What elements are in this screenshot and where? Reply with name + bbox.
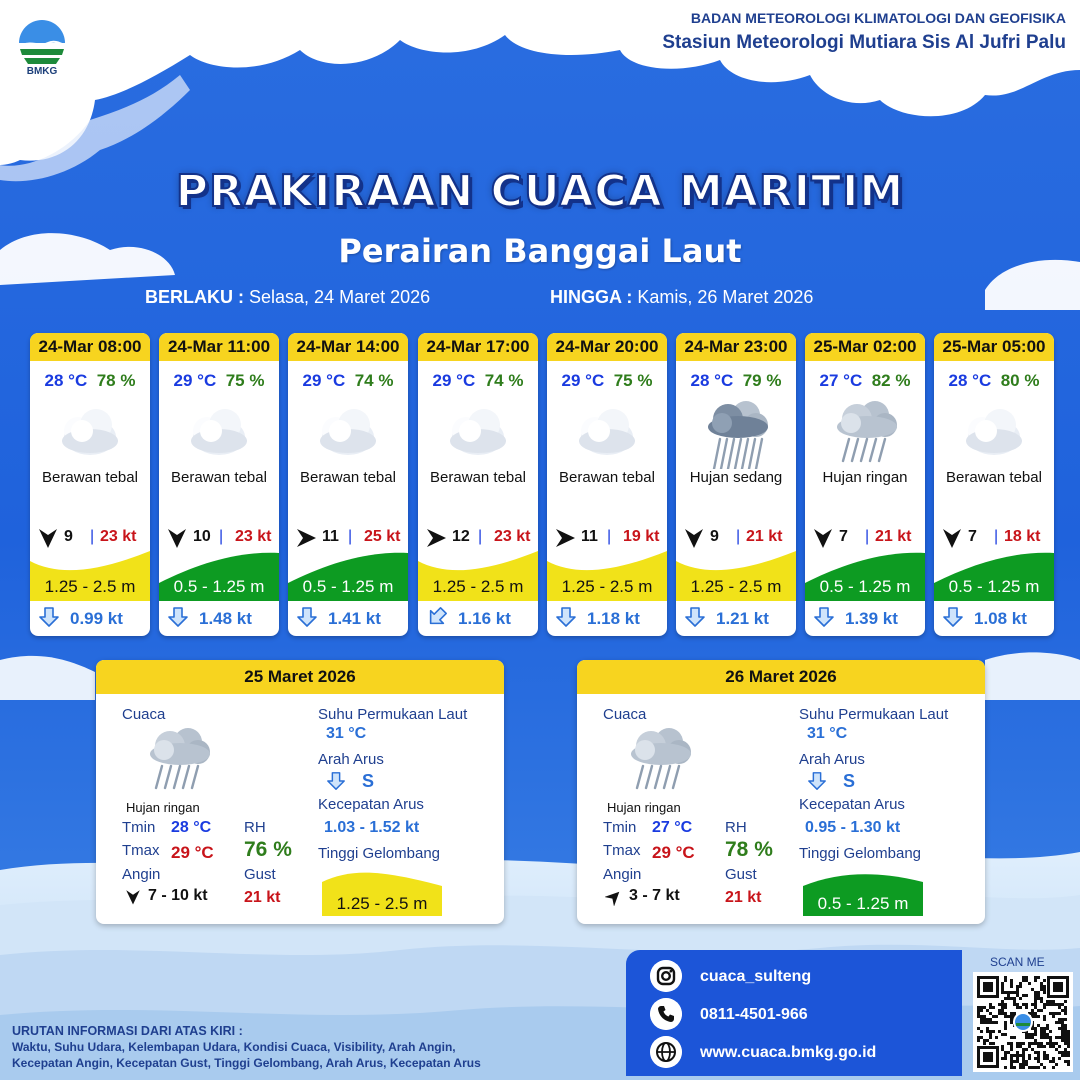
forecast-time: 24-Mar 11:00 (159, 333, 279, 361)
forecast-card (934, 333, 1054, 636)
weather-condition: Hujan ringan (822, 469, 908, 486)
wave-label: Tinggi Gelombang (799, 845, 922, 862)
current-speed-value: 1.03 - 1.52 kt (324, 819, 420, 836)
weather-condition: Berawan tebal (171, 469, 267, 486)
instagram-icon (650, 960, 682, 992)
current-speed-label: Kecepatan Arus (318, 796, 424, 813)
current-info (30, 605, 150, 631)
wave-height-value: 0.5 - 1.25 m (817, 894, 909, 913)
wind-info (159, 525, 279, 549)
wave-height-badge (288, 549, 408, 601)
wind-direction-icon (553, 526, 577, 550)
daily-panel-2 (577, 660, 985, 924)
wind-speed: 11 (322, 528, 339, 545)
separator: | (90, 528, 95, 545)
weather-condition: Berawan tebal (430, 469, 526, 486)
daily-condition: Hujan ringan (126, 800, 200, 815)
current-info (159, 605, 279, 631)
forecast-card (805, 333, 925, 636)
website-row[interactable] (650, 1036, 950, 1070)
temp-rh (418, 371, 538, 391)
separator: | (219, 528, 224, 545)
cloud-icon (436, 397, 520, 469)
current-speed-label: Kecepatan Arus (799, 796, 905, 813)
wave-height-badge (159, 549, 279, 601)
wave-height-badge (934, 549, 1054, 601)
forecast-time: 24-Mar 08:00 (30, 333, 150, 361)
sst-label: Suhu Permukaan Laut (799, 706, 949, 723)
forecast-time: 25-Mar 02:00 (805, 333, 925, 361)
forecast-card (159, 333, 279, 636)
weather-condition: Hujan sedang (689, 469, 783, 486)
humidity: 78 % (96, 371, 136, 390)
separator: | (865, 528, 870, 545)
humidity: 74 % (354, 371, 394, 390)
wind-info (30, 525, 150, 549)
temp-rh (288, 371, 408, 391)
current-dir-value: S (843, 771, 856, 791)
current-direction-icon (296, 606, 318, 628)
instagram-handle: cuaca_sulteng (700, 968, 812, 985)
current-speed: 1.16 kt (458, 609, 511, 628)
separator: | (607, 528, 612, 545)
contact-box (626, 950, 962, 1076)
humidity: 82 % (871, 371, 911, 390)
weather-condition: Berawan tebal (42, 469, 138, 486)
gust-speed: 19 kt (623, 528, 660, 545)
wind-info (418, 525, 538, 549)
cuaca-label: Cuaca (122, 706, 166, 723)
heavy-rain-icon (694, 397, 778, 469)
current-speed-value: 0.95 - 1.30 kt (805, 819, 901, 836)
wave-height: 0.5 - 1.25 m (819, 577, 911, 596)
angin-label: Angin (603, 866, 642, 883)
current-speed: 1.41 kt (328, 609, 381, 628)
cloud-icon (177, 397, 261, 469)
tmin-value: 27 °C (652, 819, 693, 836)
humidity: 75 % (613, 371, 653, 390)
tmax-value: 29 °C (171, 843, 214, 862)
forecast-card (676, 333, 796, 636)
wind-speed: 9 (710, 528, 719, 545)
light-rain-icon (136, 724, 216, 804)
wave-height-badge (803, 868, 923, 916)
wind-speed: 7 (839, 528, 848, 545)
wind-speed: 9 (64, 528, 73, 545)
forecast-time: 24-Mar 20:00 (547, 333, 667, 361)
phone-row[interactable] (650, 998, 950, 1032)
wave-label: Tinggi Gelombang (318, 845, 441, 862)
sst-value: 31 °C (326, 725, 367, 742)
current-speed: 1.18 kt (587, 609, 640, 628)
current-direction-icon (807, 771, 827, 791)
logo-text: BMKG (26, 66, 58, 77)
wave-height-value: 1.25 - 2.5 m (336, 894, 428, 913)
humidity: 79 % (742, 371, 782, 390)
gust-value: 21 kt (725, 889, 762, 906)
forecast-time: 25-Mar 05:00 (934, 333, 1054, 361)
air-temperature: 29 °C (432, 371, 476, 390)
tmax-value: 29 °C (652, 843, 695, 862)
wind-info (288, 525, 408, 549)
rh-label: RH (244, 819, 266, 836)
wave-height-badge (418, 549, 538, 601)
wave-height-badge (322, 868, 442, 916)
sst-label: Suhu Permukaan Laut (318, 706, 468, 723)
scan-me-label: SCAN ME (990, 955, 1045, 969)
separator: | (994, 528, 999, 545)
current-info (547, 605, 667, 631)
air-temperature: 28 °C (948, 371, 992, 390)
gust-label: Gust (725, 866, 757, 883)
forecast-card (418, 333, 538, 636)
current-direction-icon (167, 606, 189, 628)
wave-height-badge (676, 549, 796, 601)
temp-rh (676, 371, 796, 391)
wave-height-badge (805, 549, 925, 601)
page-subtitle: Perairan Banggai Laut (338, 232, 742, 270)
cloud-icon (306, 397, 390, 469)
angin-label: Angin (122, 866, 161, 883)
forecast-card (547, 333, 667, 636)
valid-from (145, 287, 430, 308)
wind-info (934, 525, 1054, 549)
instagram-row[interactable] (650, 960, 950, 994)
temp-rh (30, 371, 150, 391)
gust-speed: 23 kt (100, 528, 137, 545)
tmax-label: Tmax (603, 842, 641, 859)
wind-direction-icon (36, 526, 60, 550)
gust-value: 21 kt (244, 889, 281, 906)
humidity: 74 % (484, 371, 524, 390)
wave-height: 1.25 - 2.5 m (561, 577, 653, 596)
current-dir-label: Arah Arus (318, 751, 384, 768)
rh-label: RH (725, 819, 747, 836)
gust-speed: 25 kt (364, 528, 401, 545)
weather-condition: Berawan tebal (300, 469, 396, 486)
cloud-icon (48, 397, 132, 469)
current-direction-icon (684, 606, 706, 628)
current-speed: 1.39 kt (845, 609, 898, 628)
wave-height: 0.5 - 1.25 m (302, 577, 394, 596)
wind-direction-icon (940, 526, 964, 550)
sst-value: 31 °C (807, 725, 848, 742)
wind-direction-icon (424, 526, 448, 550)
gust-speed: 23 kt (494, 528, 531, 545)
rh-value: 78 % (725, 838, 773, 861)
wave-height-badge (547, 549, 667, 601)
separator: | (348, 528, 353, 545)
forecast-time: 24-Mar 23:00 (676, 333, 796, 361)
qr-code[interactable] (973, 972, 1073, 1072)
temp-rh (547, 371, 667, 391)
temp-rh (805, 371, 925, 391)
footer-line-1: Waktu, Suhu Udara, Kelembapan Udara, Kondisi Cuaca, Visibility, Arah Angin, (12, 1040, 456, 1054)
until-label: HINGGA : (550, 287, 633, 307)
light-rain-icon (823, 397, 907, 469)
air-temperature: 29 °C (173, 371, 217, 390)
current-info (418, 605, 538, 631)
wind-range: 3 - 7 kt (629, 887, 680, 904)
valid-value: Selasa, 24 Maret 2026 (249, 287, 431, 307)
gust-label: Gust (244, 866, 276, 883)
daily-condition: Hujan ringan (607, 800, 681, 815)
wind-speed: 11 (581, 528, 598, 545)
temp-rh (934, 371, 1054, 391)
current-info (676, 605, 796, 631)
current-speed: 1.21 kt (716, 609, 769, 628)
wind-speed: 10 (193, 528, 211, 545)
air-temperature: 28 °C (44, 371, 88, 390)
until-value: Kamis, 26 Maret 2026 (637, 287, 814, 307)
wave-height: 1.25 - 2.5 m (44, 577, 136, 596)
air-temperature: 28 °C (690, 371, 734, 390)
forecast-card (288, 333, 408, 636)
wind-direction-icon (682, 526, 706, 550)
website-url: www.cuaca.bmkg.go.id (700, 1044, 877, 1061)
gust-speed: 21 kt (746, 528, 783, 545)
gust-speed: 21 kt (875, 528, 912, 545)
humidity: 80 % (1000, 371, 1040, 390)
current-info (934, 605, 1054, 631)
wave-height-badge (30, 549, 150, 601)
gust-speed: 18 kt (1004, 528, 1041, 545)
valid-label: BERLAKU : (145, 287, 244, 307)
wave-height: 1.25 - 2.5 m (690, 577, 782, 596)
phone-number: 0811-4501-966 (700, 1006, 808, 1023)
cuaca-label: Cuaca (603, 706, 647, 723)
separator: | (478, 528, 483, 545)
current-direction-icon (942, 606, 964, 628)
cloud-icon (952, 397, 1036, 469)
tmin-label: Tmin (603, 819, 637, 836)
wind-speed: 7 (968, 528, 977, 545)
current-info (805, 605, 925, 631)
wind-direction-icon (605, 888, 623, 906)
wind-direction-icon (165, 526, 189, 550)
current-dir-label: Arah Arus (799, 751, 865, 768)
station-name: Stasiun Meteorologi Mutiara Sis Al Jufri Palu (662, 32, 1066, 53)
temp-rh (159, 371, 279, 391)
current-dir-value: S (362, 771, 375, 791)
page-title: PRAKIRAAN CUACA MARITIM (175, 166, 905, 217)
forecast-card (30, 333, 150, 636)
globe-icon (650, 1036, 682, 1068)
wind-speed: 12 (452, 528, 470, 545)
current-direction-icon (326, 771, 346, 791)
wind-direction-icon (294, 526, 318, 550)
footer-line-2: Kecepatan Angin, Kecepatan Gust, Tinggi Gelombang, Arah Arus, Kecepatan Arus (12, 1056, 481, 1070)
wave-height: 0.5 - 1.25 m (948, 577, 1040, 596)
footer-heading: URUTAN INFORMASI DARI ATAS KIRI : (12, 1024, 243, 1038)
wind-info (676, 525, 796, 549)
current-info (288, 605, 408, 631)
air-temperature: 27 °C (819, 371, 863, 390)
weather-condition: Berawan tebal (946, 469, 1042, 486)
daily-panel-1 (96, 660, 504, 924)
wave-height: 1.25 - 2.5 m (432, 577, 524, 596)
cloud-icon (565, 397, 649, 469)
tmax-label: Tmax (122, 842, 160, 859)
wind-info (547, 525, 667, 549)
air-temperature: 29 °C (561, 371, 605, 390)
wind-direction-icon (124, 888, 142, 906)
wind-direction-icon (811, 526, 835, 550)
separator: | (736, 528, 741, 545)
current-speed: 1.48 kt (199, 609, 252, 628)
humidity: 75 % (225, 371, 265, 390)
rh-value: 76 % (244, 838, 292, 861)
current-direction-icon (426, 606, 448, 628)
tmin-value: 28 °C (171, 819, 212, 836)
current-direction-icon (813, 606, 835, 628)
current-direction-icon (555, 606, 577, 628)
tmin-label: Tmin (122, 819, 156, 836)
phone-icon (650, 998, 682, 1030)
current-direction-icon (38, 606, 60, 628)
light-rain-icon (617, 724, 697, 804)
valid-until (550, 287, 813, 308)
wind-info (805, 525, 925, 549)
daily-date: 26 Maret 2026 (577, 660, 985, 694)
current-speed: 1.08 kt (974, 609, 1027, 628)
current-speed: 0.99 kt (70, 609, 123, 628)
wave-height: 0.5 - 1.25 m (173, 577, 265, 596)
wind-range: 7 - 10 kt (148, 887, 208, 904)
forecast-time: 24-Mar 17:00 (418, 333, 538, 361)
gust-speed: 23 kt (235, 528, 272, 545)
daily-date: 25 Maret 2026 (96, 660, 504, 694)
forecast-time: 24-Mar 14:00 (288, 333, 408, 361)
org-name: BADAN METEOROLOGI KLIMATOLOGI DAN GEOFISIKA (690, 10, 1066, 26)
air-temperature: 29 °C (302, 371, 346, 390)
weather-condition: Berawan tebal (559, 469, 655, 486)
